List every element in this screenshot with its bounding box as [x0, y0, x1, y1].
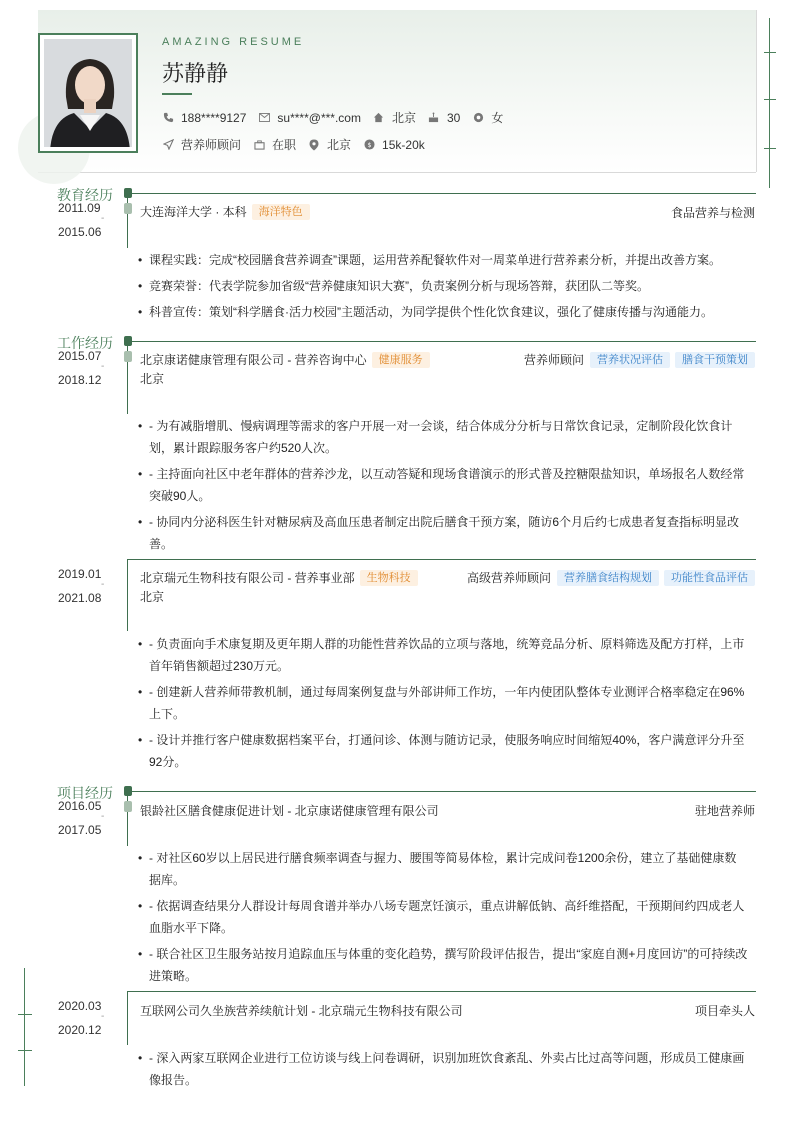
list-item: • 科普宣传：策划“科学膳食·活力校园”主题活动，为同学提供个性化饮食建议，强化了健康传播与沟通能力。: [138, 301, 748, 323]
contact-row-2: [162, 136, 437, 153]
bullet-text: - 为有减脂增肌、慢病调理等需求的客户开展一对一会谈，结合体成分分析与日常饮食记录，定制阶段化饮食计划，累计跟踪服务客户约520人次。: [149, 419, 733, 455]
position-item: [162, 136, 241, 153]
bullet-text: - 负责面向手术康复期及更年期人群的功能性营养饮品的立项与落地，统筹竞品分析、原料筛选及配方打样，上市首年销售额超过230万元。: [149, 637, 745, 673]
mail-icon: [258, 112, 270, 124]
start-date: 2019.01: [58, 567, 102, 581]
end-date: 2021.08: [58, 591, 102, 605]
bullet-text: 竞赛荣誉：代表学院参加省级“营养健康知识大赛”，负责案例分析与现场答辩，获团队二等奖。: [149, 279, 649, 293]
decor-tick: [764, 148, 776, 149]
list-item: • 竞赛荣誉：代表学院参加省级“营养健康知识大赛”，负责案例分析与现场答辩，获团队二等奖。: [138, 275, 748, 297]
phone-text: 188****9127: [181, 110, 247, 125]
company-dept: 北京瑞元生物科技有限公司 - 营养事业部: [140, 571, 355, 585]
date-separator: -: [101, 1011, 105, 1022]
bullet-text: - 设计并推行客户健康数据档案平台，打通问诊、体测与随访记录，使服务响应时间缩短40%，客户满意评分升至92分。: [149, 733, 745, 769]
list-item: • - 对社区60岁以上居民进行膳食频率调查与握力、腰围等简易体检，累计完成问卷1200余份，建立了基础健康数据库。: [138, 847, 748, 891]
end-date: 2017.05: [58, 823, 102, 837]
bullet-text: - 主持面向社区中老年群体的营养沙龙，以互动答疑和现场食谱演示的形式普及控糖限盐知识，单场报名人数经常突破90人。: [149, 467, 745, 503]
list-item: • - 协同内分泌科医生针对糖尿病及高血压患者制定出院后膳食干预方案，随访6个月后约七成患者复查指标明显改善。: [138, 511, 748, 555]
industry-tag: 生物科技: [360, 570, 418, 586]
work-company: [140, 351, 430, 368]
end-date: 2020.12: [58, 1023, 102, 1037]
money-icon: [363, 139, 375, 151]
list-item: • 课程实践：完成“校园膳食营养调查”课题，运用营养配餐软件对一周菜单进行营养素分析，并提出改善方案。: [138, 249, 748, 271]
bullet-text: - 联合社区卫生服务站按月追踪血压与体重的变化趋势，撰写阶段评估报告，提出“家庭自测+月度回访”的可持续改进策略。: [149, 947, 748, 983]
timeline-marker: [124, 801, 132, 812]
start-date: 2015.07: [58, 349, 102, 363]
bullet-text: 课程实践：完成“校园膳食营养调查”课题，运用营养配餐软件对一周菜单进行营养素分析，并提出改善方案。: [149, 253, 721, 267]
contact-row-1: [162, 109, 515, 126]
decor-tick: [18, 1014, 32, 1015]
location-pin-icon: [308, 139, 320, 151]
project-title: 银龄社区膳食健康促进计划 - 北京康诺健康管理有限公司: [140, 804, 439, 818]
timeline-line: [127, 559, 128, 631]
bullet-text: - 依据调查结果分人群设计每周食谱并举办八场专题烹饪演示，重点讲解低钠、高纤维搭配，干预期间约四成老人血脂水平下降。: [149, 899, 745, 935]
salary-item: [363, 138, 425, 152]
skill-tag: 膳食干预策划: [675, 352, 755, 368]
start-date: 2011.09: [58, 201, 101, 215]
end-date: 2018.12: [58, 373, 102, 387]
gender-text: 女: [491, 111, 504, 125]
industry-tag: 健康服务: [372, 352, 430, 368]
header-bottom-border: [38, 172, 756, 173]
skill-tag: 营养膳食结构规划: [557, 570, 659, 586]
entry-divider: [127, 991, 756, 992]
company-dept: 北京康诺健康管理有限公司 - 营养咨询中心: [140, 353, 367, 367]
list-item: • - 创建新人营养师带教机制，通过每周案例复盘与外部讲师工作坊，一年内使团队整体专业测评合格率稳定在96%上下。: [138, 681, 748, 725]
work-company: [140, 569, 418, 586]
city-text: 北京: [391, 111, 416, 125]
project-role: 驻地营养师: [694, 804, 755, 818]
header-right-border: [756, 10, 757, 172]
decor-tick: [18, 1050, 32, 1051]
school-tag: 海洋特色: [252, 204, 310, 220]
city-item: [373, 109, 416, 126]
list-item: • - 为有减脂增肌、慢病调理等需求的客户开展一对一会谈，结合体成分分析与日常饮食记录，定制阶段化饮食计划，累计跟踪服务客户约520人次。: [138, 415, 748, 459]
svg-text:$: $: [367, 140, 372, 149]
profile-photo: [38, 33, 138, 153]
age-item: [428, 111, 460, 125]
work-location: 北京: [140, 590, 165, 604]
section-marker: [124, 188, 132, 198]
bullet-text: - 对社区60岁以上居民进行膳食频率调查与握力、腰围等简易体检，累计完成问卷1200余份，建立了基础健康数据库。: [149, 851, 737, 887]
list-item: • - 负责面向手术康复期及更年期人群的功能性营养饮品的立项与落地，统筹竞品分析、原料筛选及配方打样，上市首年销售额超过230万元。: [138, 633, 748, 677]
education-school: [140, 203, 310, 220]
bullet-text: - 创建新人营养师带教机制，通过每周案例复盘与外部讲师工作坊，一年内使团队整体专业测评合格率稳定在96%上下。: [149, 685, 745, 721]
avatar: [44, 39, 132, 147]
bullet-text: - 协同内分泌科医生针对糖尿病及高血压患者制定出院后膳食干预方案，随访6个月后约七成患者复查指标明显改善。: [149, 515, 740, 551]
project-title: 互联网公司久坐族营养续航计划 - 北京瑞元生物科技有限公司: [140, 1004, 463, 1018]
bullet-text: - 深入两家互联网企业进行工位访谈与线上问卷调研，识别加班饮食紊乱、外卖占比过高等问题，形成员工健康画像报告。: [149, 1051, 745, 1087]
briefcase-icon: [253, 139, 265, 151]
list-item: • - 依据调查结果分人群设计每周食谱并举办八场专题烹饪演示，重点讲解低钠、高纤维搭配，干预期间约四成老人血脂水平下降。: [138, 895, 748, 939]
date-separator: -: [101, 579, 105, 590]
section-title-work: 工作经历: [57, 335, 113, 351]
section-divider: [132, 193, 756, 194]
target-city-text: 北京: [327, 138, 352, 152]
email-item: [258, 111, 361, 125]
date-separator: -: [101, 213, 105, 224]
skill-tag: 营养状况评估: [590, 352, 670, 368]
list-item: • - 设计并推行客户健康数据档案平台，打通问诊、体测与随访记录，使服务响应时间缩短40%，客户满意评分升至92分。: [138, 729, 748, 773]
phone-item: [162, 111, 246, 125]
list-item: • - 主持面向社区中老年群体的营养沙龙，以互动答疑和现场食谱演示的形式普及控糖限盐知识，单场报名人数经常突破90人。: [138, 463, 748, 507]
timeline-marker: [124, 203, 132, 214]
start-date: 2016.05: [58, 799, 102, 813]
work-role: [524, 351, 755, 368]
gender-item: [472, 109, 503, 126]
send-icon: [162, 139, 174, 151]
timeline-line: [127, 991, 128, 1045]
phone-icon: [162, 112, 174, 124]
status-text: 在职: [272, 138, 297, 152]
list-item: • - 深入两家互联网企业进行工位访谈与线上问卷调研，识别加班饮食紊乱、外卖占比过高等问题，形成员工健康画像报告。: [138, 1047, 748, 1091]
status-item: [253, 136, 296, 153]
work-role: [467, 569, 755, 586]
job-title: 高级营养师顾问: [466, 571, 551, 585]
bullet-text: 科普宣传：策划“科学膳食·活力校园”主题活动，为同学提供个性化饮食建议，强化了健康传播与沟通能力。: [149, 305, 713, 319]
work-location: 北京: [140, 372, 165, 386]
decor-line-right: [769, 18, 770, 188]
education-major: 食品营养与检测: [670, 206, 755, 220]
project-role: 项目牵头人: [694, 1004, 755, 1018]
cake-icon: [428, 112, 440, 124]
candidate-name: 苏静静: [162, 62, 229, 87]
target-city-item: [308, 136, 351, 153]
school-degree: 大连海洋大学 · 本科: [140, 205, 247, 219]
section-marker: [124, 786, 132, 796]
decor-line-left: [24, 968, 25, 1086]
salary-text: 15k-20k: [382, 137, 425, 152]
timeline-marker: [124, 351, 132, 362]
section-divider: [132, 791, 756, 792]
date-separator: -: [101, 811, 105, 822]
entry-divider: [127, 559, 756, 560]
list-item: • - 联合社区卫生服务站按月追踪血压与体重的变化趋势，撰写阶段评估报告，提出“家庭自测+月度回访”的可持续改进策略。: [138, 943, 748, 987]
gender-icon: [472, 112, 484, 124]
job-title: 营养师顾问: [523, 353, 584, 367]
start-date: 2020.03: [58, 999, 102, 1013]
position-text: 营养师顾问: [181, 138, 242, 152]
date-separator: -: [101, 361, 105, 372]
decor-tick: [764, 52, 776, 53]
decor-tick: [764, 99, 776, 100]
section-title-projects: 项目经历: [57, 785, 113, 801]
email-text: su****@***.com: [277, 110, 361, 125]
end-date: 2015.06: [58, 225, 102, 239]
section-divider: [132, 341, 756, 342]
brand-label: AMAZING RESUME: [162, 36, 305, 48]
section-marker: [124, 336, 132, 346]
section-title-education: 教育经历: [57, 187, 113, 203]
skill-tag: 功能性食品评估: [664, 570, 755, 586]
age-text: 30: [446, 110, 461, 125]
home-icon: [373, 112, 385, 124]
name-underline: [162, 93, 192, 95]
